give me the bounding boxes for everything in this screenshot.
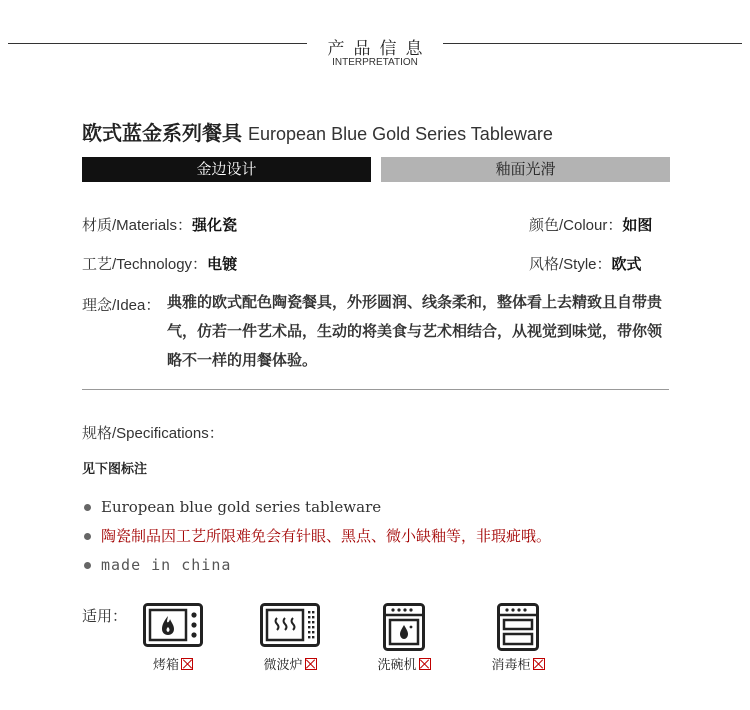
oven-flame-icon	[143, 603, 203, 647]
applicable-label: 适用：	[82, 607, 128, 625]
appliance-oven	[138, 603, 208, 673]
feature-bar-smooth-glaze: 釉面光滑	[381, 157, 670, 182]
product-title-en: European Blue Gold Series Tableware	[248, 124, 553, 144]
microwave-icon	[260, 603, 320, 647]
x-box-icon	[181, 658, 193, 670]
section-title: 产品信息	[0, 34, 750, 59]
list-item: made in china	[82, 551, 551, 580]
appliance-disinfection-cabinet	[483, 603, 553, 673]
spec-style-value: 欧式	[611, 256, 642, 273]
feature-bar-gold-rim: 金边设计	[82, 157, 371, 182]
section-subtitle: INTERPRETATION	[332, 57, 418, 68]
appliance-oven-caption: 烤箱	[138, 654, 208, 673]
product-title-cn: 欧式蓝金系列餐具	[82, 121, 242, 145]
specifications-label: 规格/Specifications：	[82, 425, 224, 442]
spec-material: 材质/Materials：强化瓷	[82, 217, 238, 234]
appliance-microwave	[255, 603, 325, 673]
spec-colour: 颜色/Colour：如图	[529, 217, 653, 234]
section-divider	[82, 389, 669, 390]
spec-style: 风格/Style：欧式	[529, 256, 642, 273]
spec-colour-value: 如图	[622, 217, 653, 234]
bullet-list	[82, 493, 551, 580]
appliance-dishwasher	[369, 603, 439, 673]
appliance-dishwasher-caption: 洗碗机	[369, 654, 439, 673]
spec-material-value: 强化瓷	[192, 217, 238, 234]
list-item-warning: 陶瓷制品因工艺所限难免会有针眼、黑点、微小缺釉等，非瑕疵哦。	[82, 522, 551, 551]
spec-technology: 工艺/Technology：电镀	[82, 256, 238, 273]
disinfection-cabinet-icon	[497, 603, 539, 651]
bullet-dot-icon	[84, 562, 91, 569]
specifications-note: 见下图标注	[82, 462, 148, 477]
x-box-icon	[305, 658, 317, 670]
appliance-microwave-caption: 微波炉	[255, 654, 325, 673]
appliance-disinfection-cabinet-caption: 消毒柜	[483, 654, 553, 673]
bullet-dot-icon	[84, 504, 91, 511]
list-item: European blue gold series tableware	[82, 493, 551, 522]
product-title	[82, 117, 553, 146]
x-box-icon	[533, 658, 545, 670]
dishwasher-icon	[383, 603, 425, 651]
spec-idea-label: 理念/Idea：	[82, 297, 161, 314]
spec-idea-text: 典雅的欧式配色陶瓷餐具，外形圆润、线条柔和，整体看上去精致且自带贵气，仿若一件艺术品，生动的将美食与艺术相结合，从视觉到味觉，带你领略不一样的用餐体验。	[167, 293, 663, 369]
x-box-icon	[419, 658, 431, 670]
bullet-dot-icon	[84, 533, 91, 540]
spec-technology-value: 电镀	[207, 256, 238, 273]
